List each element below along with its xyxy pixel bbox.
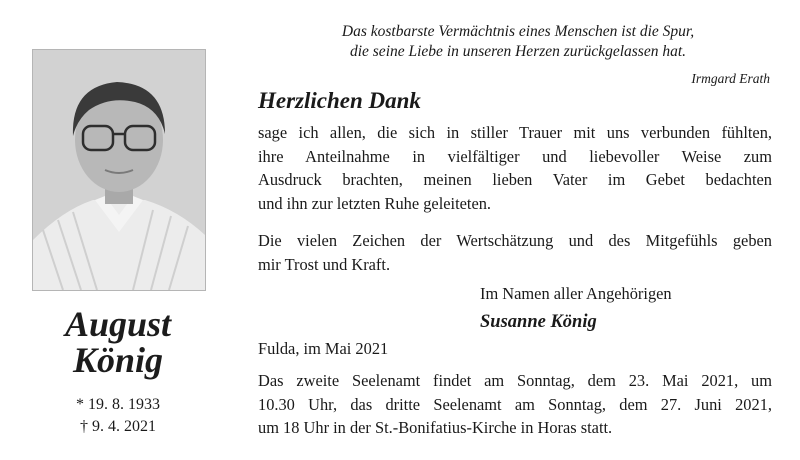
memorial-quote (268, 22, 768, 62)
thanks-paragraph (258, 121, 772, 215)
paragraph-line: um 18 Uhr in der St.-Bonifatius-Kirche in Horas statt. (258, 418, 613, 437)
life-dates (32, 394, 204, 438)
paragraph-line: sage ich allen, die sich in stiller Trauer mit uns verbunden fühlten, (258, 123, 772, 142)
quote-author: Irmgard Erath (691, 71, 770, 86)
death-date: † 9. 4. 2021 (80, 418, 156, 435)
deceased-name (32, 306, 204, 378)
signature: Susanne König (480, 312, 597, 332)
place-date: Fulda, im Mai 2021 (258, 339, 389, 358)
portrait-photo (32, 49, 206, 291)
paragraph-line: 10.30 Uhr, das dritte Seelenamt am Sonntag, dem 27. Juni 2021, (258, 394, 772, 414)
quote-line: Das kostbarste Vermächtnis eines Menschen ist die Spur, (341, 23, 695, 40)
paragraph-line: Die vielen Zeichen der Wertschätzung und des Mitgefühls geben (258, 231, 772, 250)
paragraph-line: Ausdruck brachten, meinen lieben Vater im Gebet bedachten (258, 170, 772, 189)
birth-date: * 19. 8. 1933 (76, 396, 160, 413)
quote-line: die seine Liebe in unseren Herzen zurückgelassen hat. (349, 43, 687, 60)
closing-line: Im Namen aller Angehörigen (480, 284, 672, 303)
thank-you-heading: Herzlichen Dank (258, 88, 421, 113)
paragraph-line: mir Trost und Kraft. (258, 254, 391, 274)
mass-announcement (258, 369, 772, 440)
paragraph-line: Das zweite Seelenamt findet am Sonntag, dem 23. Mai 2021, um (258, 371, 772, 390)
appreciation-paragraph (258, 229, 772, 276)
last-name: König (72, 340, 164, 380)
paragraph-line: ihre Anteilnahme in vielfältiger und liebevoller Weise zum (258, 146, 772, 166)
portrait-photo-icon (33, 50, 205, 290)
paragraph-line: und ihn zur letzten Ruhe geleiteten. (258, 193, 492, 213)
first-name: August (64, 304, 172, 344)
